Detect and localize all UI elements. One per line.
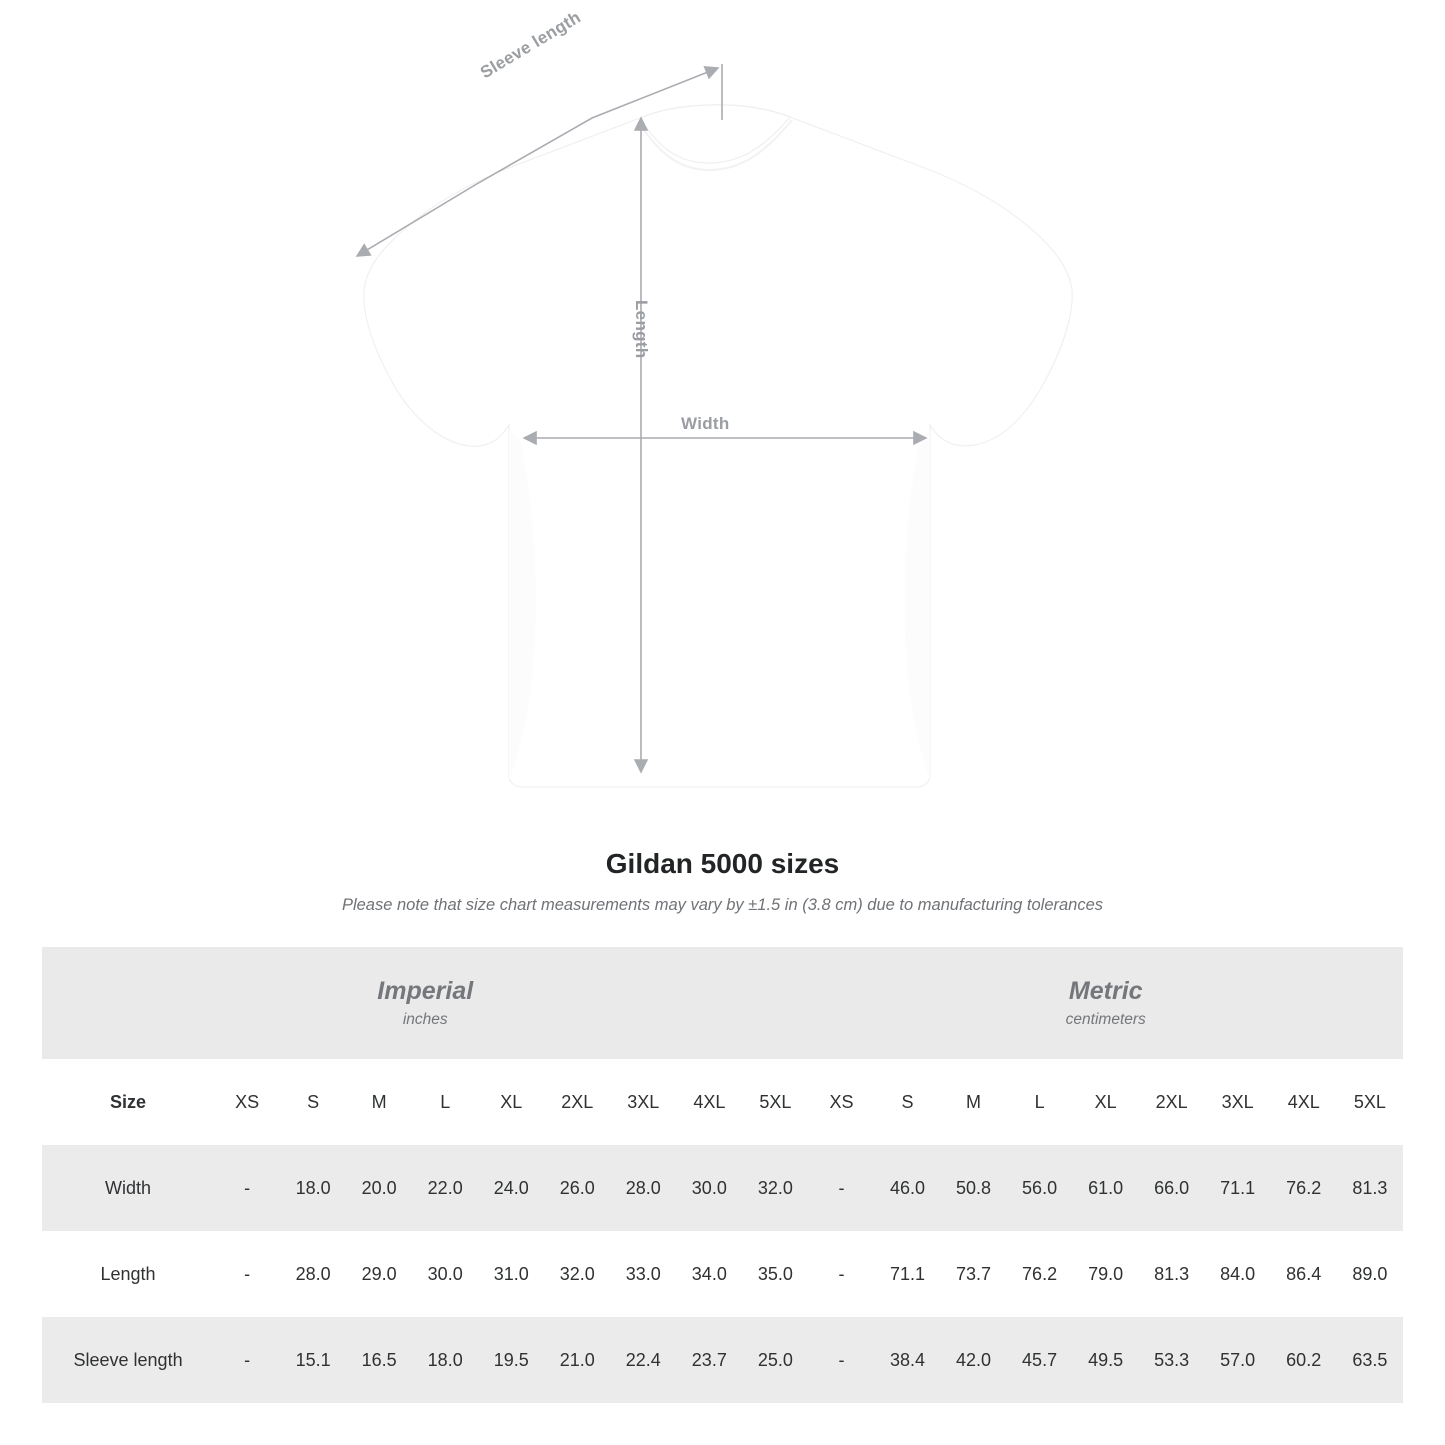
- cell-length-imp-5: 32.0: [544, 1231, 610, 1317]
- size-header-label: Size: [42, 1059, 214, 1145]
- cell-length-met-5: 81.3: [1139, 1231, 1205, 1317]
- cell-length-met-3: 76.2: [1007, 1231, 1073, 1317]
- size-col-met-3: L: [1007, 1059, 1073, 1145]
- cell-sleeve-imp-0: -: [214, 1317, 280, 1403]
- size-col-imp-7: 4XL: [676, 1059, 742, 1145]
- cell-width-met-0: -: [808, 1145, 874, 1231]
- table-row: [42, 1317, 1403, 1403]
- size-col-imp-2: M: [346, 1059, 412, 1145]
- cell-sleeve-met-5: 53.3: [1139, 1317, 1205, 1403]
- imperial-sublabel: inches: [402, 1011, 448, 1029]
- cell-sleeve-met-3: 45.7: [1007, 1317, 1073, 1403]
- cell-width-met-4: 61.0: [1073, 1145, 1139, 1231]
- cell-length-met-6: 84.0: [1205, 1231, 1271, 1317]
- cell-length-met-7: 86.4: [1271, 1231, 1337, 1317]
- size-col-met-0: XS: [808, 1059, 874, 1145]
- cell-sleeve-met-1: 38.4: [875, 1317, 941, 1403]
- size-col-met-7: 4XL: [1271, 1059, 1337, 1145]
- length-label: Length: [632, 300, 651, 359]
- sleeve-length-label: Sleeve length: [477, 7, 585, 83]
- cell-length-imp-7: 34.0: [676, 1231, 742, 1317]
- cell-width-imp-1: 18.0: [280, 1145, 346, 1231]
- metric-sublabel: centimeters: [1065, 1011, 1146, 1029]
- cell-sleeve-imp-4: 19.5: [478, 1317, 544, 1403]
- imperial-label: Imperial: [377, 976, 474, 1005]
- cell-length-imp-1: 28.0: [280, 1231, 346, 1317]
- cell-length-met-2: 73.7: [941, 1231, 1007, 1317]
- cell-width-imp-5: 26.0: [544, 1145, 610, 1231]
- table-row: [42, 1231, 1403, 1317]
- cell-sleeve-imp-8: 25.0: [742, 1317, 808, 1403]
- cell-width-met-3: 56.0: [1007, 1145, 1073, 1231]
- cell-sleeve-met-4: 49.5: [1073, 1317, 1139, 1403]
- cell-sleeve-met-0: -: [808, 1317, 874, 1403]
- size-col-imp-6: 3XL: [610, 1059, 676, 1145]
- size-col-imp-1: S: [280, 1059, 346, 1145]
- cell-width-met-5: 66.0: [1139, 1145, 1205, 1231]
- cell-width-met-2: 50.8: [941, 1145, 1007, 1231]
- cell-sleeve-imp-7: 23.7: [676, 1317, 742, 1403]
- size-table: [42, 947, 1403, 1403]
- cell-width-imp-0: -: [214, 1145, 280, 1231]
- cell-width-imp-8: 32.0: [742, 1145, 808, 1231]
- cell-length-imp-3: 30.0: [412, 1231, 478, 1317]
- cell-width-imp-3: 22.0: [412, 1145, 478, 1231]
- cell-sleeve-imp-5: 21.0: [544, 1317, 610, 1403]
- cell-width-met-8: 81.3: [1337, 1145, 1403, 1231]
- cell-sleeve-imp-6: 22.4: [610, 1317, 676, 1403]
- cell-width-imp-6: 28.0: [610, 1145, 676, 1231]
- cell-sleeve-imp-2: 16.5: [346, 1317, 412, 1403]
- cell-width-met-6: 71.1: [1205, 1145, 1271, 1231]
- metric-header-cell: [808, 947, 1403, 1059]
- size-col-imp-4: XL: [478, 1059, 544, 1145]
- tolerance-note: Please note that size chart measurements may vary by ±1.5 in (3.8 cm) due to manufacturing tolerances: [341, 896, 1104, 914]
- size-col-imp-8: 5XL: [742, 1059, 808, 1145]
- cell-length-met-0: -: [808, 1231, 874, 1317]
- cell-sleeve-met-6: 57.0: [1205, 1317, 1271, 1403]
- size-header-row: [42, 1059, 1403, 1145]
- cell-length-imp-0: -: [214, 1231, 280, 1317]
- size-col-imp-0: XS: [214, 1059, 280, 1145]
- size-col-imp-5: 2XL: [544, 1059, 610, 1145]
- cell-width-imp-2: 20.0: [346, 1145, 412, 1231]
- size-col-met-1: S: [875, 1059, 941, 1145]
- title-block: [0, 848, 1445, 915]
- size-col-imp-3: L: [412, 1059, 478, 1145]
- unit-header-row: [42, 947, 1403, 1059]
- size-col-met-4: XL: [1073, 1059, 1139, 1145]
- cell-length-imp-2: 29.0: [346, 1231, 412, 1317]
- row-label-width: Width: [42, 1145, 214, 1231]
- imperial-header-cell: [42, 947, 808, 1059]
- size-col-met-5: 2XL: [1139, 1059, 1205, 1145]
- cell-length-imp-6: 33.0: [610, 1231, 676, 1317]
- width-label: Width: [681, 414, 730, 433]
- cell-sleeve-met-2: 42.0: [941, 1317, 1007, 1403]
- table-row: [42, 1145, 1403, 1231]
- size-table-wrapper: [42, 947, 1403, 1403]
- size-col-met-8: 5XL: [1337, 1059, 1403, 1145]
- cell-length-met-1: 71.1: [875, 1231, 941, 1317]
- cell-length-met-8: 89.0: [1337, 1231, 1403, 1317]
- cell-sleeve-met-7: 60.2: [1271, 1317, 1337, 1403]
- cell-sleeve-imp-3: 18.0: [412, 1317, 478, 1403]
- cell-width-met-7: 76.2: [1271, 1145, 1337, 1231]
- cell-width-imp-4: 24.0: [478, 1145, 544, 1231]
- size-col-met-6: 3XL: [1205, 1059, 1271, 1145]
- cell-width-met-1: 46.0: [875, 1145, 941, 1231]
- size-col-met-2: M: [941, 1059, 1007, 1145]
- row-label-length: Length: [42, 1231, 214, 1317]
- cell-sleeve-met-8: 63.5: [1337, 1317, 1403, 1403]
- cell-length-imp-4: 31.0: [478, 1231, 544, 1317]
- cell-length-imp-8: 35.0: [742, 1231, 808, 1317]
- row-label-sleeve-length: Sleeve length: [42, 1317, 214, 1403]
- metric-label: Metric: [1068, 976, 1143, 1005]
- cell-length-met-4: 79.0: [1073, 1231, 1139, 1317]
- cell-sleeve-imp-1: 15.1: [280, 1317, 346, 1403]
- cell-width-imp-7: 30.0: [676, 1145, 742, 1231]
- tshirt-shape: [364, 105, 1072, 787]
- page-title: Gildan 5000 sizes: [605, 848, 840, 879]
